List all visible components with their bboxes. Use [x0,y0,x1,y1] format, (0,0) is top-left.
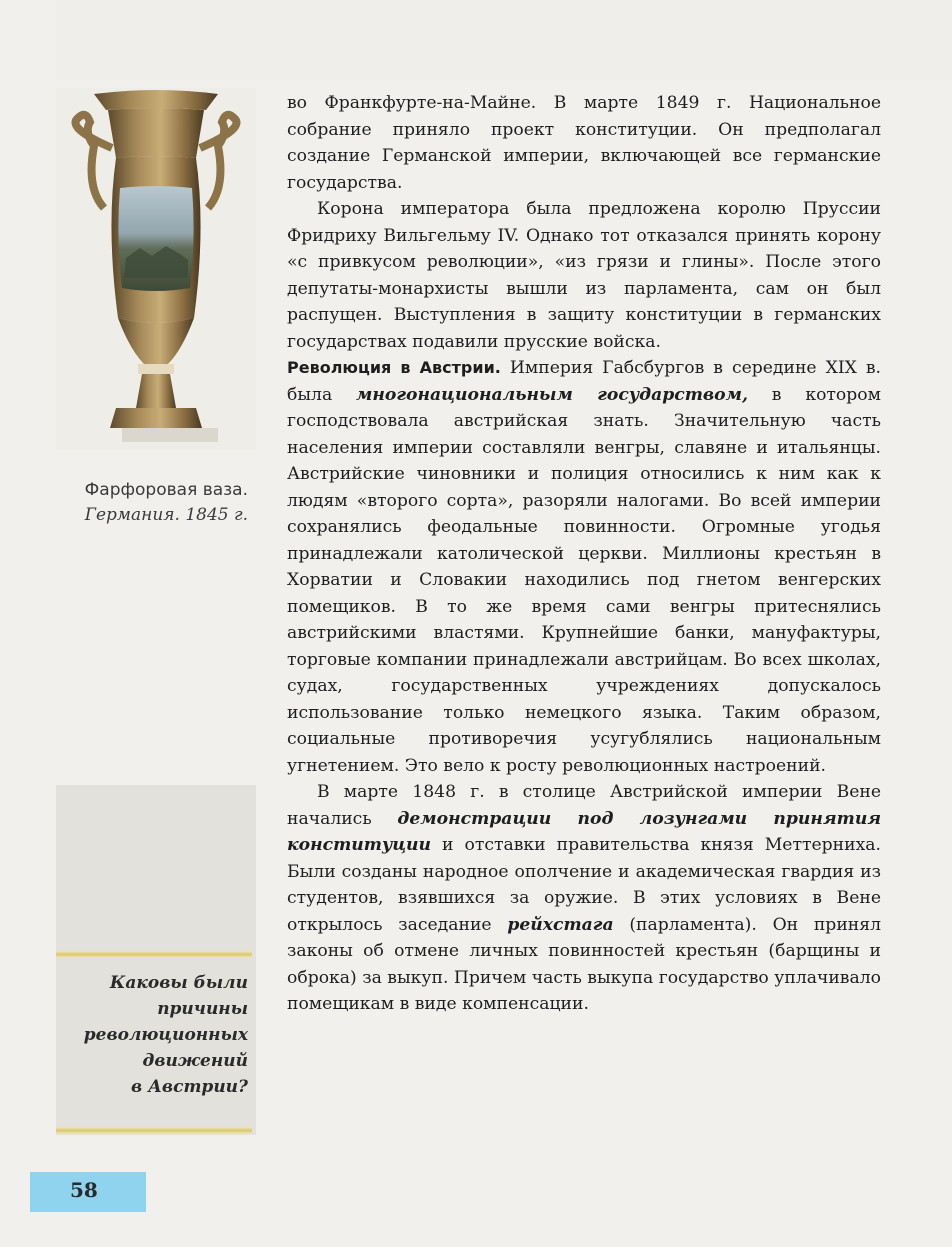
paragraph [287,779,881,1018]
porcelain-vase-image [56,88,256,450]
question-rule-top [56,951,252,958]
page-number: 58 [70,1178,98,1202]
caption-title: Фарфоровая ваза. [84,480,248,500]
term-highlight: рейхстага [507,914,614,935]
text-run: (парламента). Он принял законы об отмене личных повинностей крестьян (барщины и оброка) за выкуп. Причем часть выкупа государство уплачивало помещикам в виде компенсации. [287,914,881,1014]
text-run: в котором господствовала австрийская знать. Значительную часть населения империи составляли венгры, славяне и итальянцы. Австрийские чиновники и полиция относились к ним как к людям «второго сорта», разоряли налогами. Во всей империи сохранялись феодальные повинности. Огромные угодья принадлежали католической церкви. Миллионы крестьян в Хорватии и Словакии находились под гнетом венгерских помещиков. В то же время сами венгры притеснялись австрийскими властями. Крупнейшие банки, мануфактуры, торговые компании принадлежали австрийцам. Во всех школах, судах, государственных учреждениях допускалось использование только немецкого языка. Таким образом, социальные противоречия усугублялись национальным угнетением. Это вело к росту революционных настроений. [287,384,881,776]
text-run: и отставки правительства князя Меттерниха. Были созданы народное ополчение и академическая гвардия из студентов, взявшихся за оружие. В этих условиях в Вене открылось заседание [287,835,881,935]
review-question [60,970,248,1100]
figure-caption [56,478,248,528]
page-number-badge [30,1172,146,1212]
text-run: В марте 1848 г. в столице Австрийской империи Вене начались [287,782,881,829]
paragraph: во Франкфурте-на-Майне. В марте 1849 г. Национальное собрание приняло проект конституции. Он предполагал создание Германской империи, включающей все германские государства. [287,93,881,193]
question-rule-bottom [56,1127,252,1134]
question-line: причины [157,999,248,1019]
term-highlight: демонстрации под лозунгами принятия конституции [287,808,881,855]
text-run: Империя Габсбургов в середине XIX в. была [287,358,882,405]
paragraph [287,355,881,779]
section-heading: Революция в Австрии. [287,358,501,377]
vase-illustration [56,88,256,450]
term-highlight: многонациональным государством, [356,384,748,405]
question-line: революционных [83,1025,248,1045]
top-band [56,0,952,80]
question-line: движений [142,1051,248,1071]
main-text [287,90,881,1018]
question-line: Каковы были [109,973,248,993]
paragraph: Корона императора была предложена королю Пруссии Фридриху Вильгельму IV. Однако тот отказался принять корону «с привкусом революции», «из грязи и глины». После этого депутаты-монархисты вышли из парламента, сам он был распущен. Выступления в защиту конституции в германских государствах подавили прусские войска. [287,199,881,352]
caption-origin: Германия. 1845 г. [84,505,248,525]
question-line: в Австрии? [131,1077,248,1097]
